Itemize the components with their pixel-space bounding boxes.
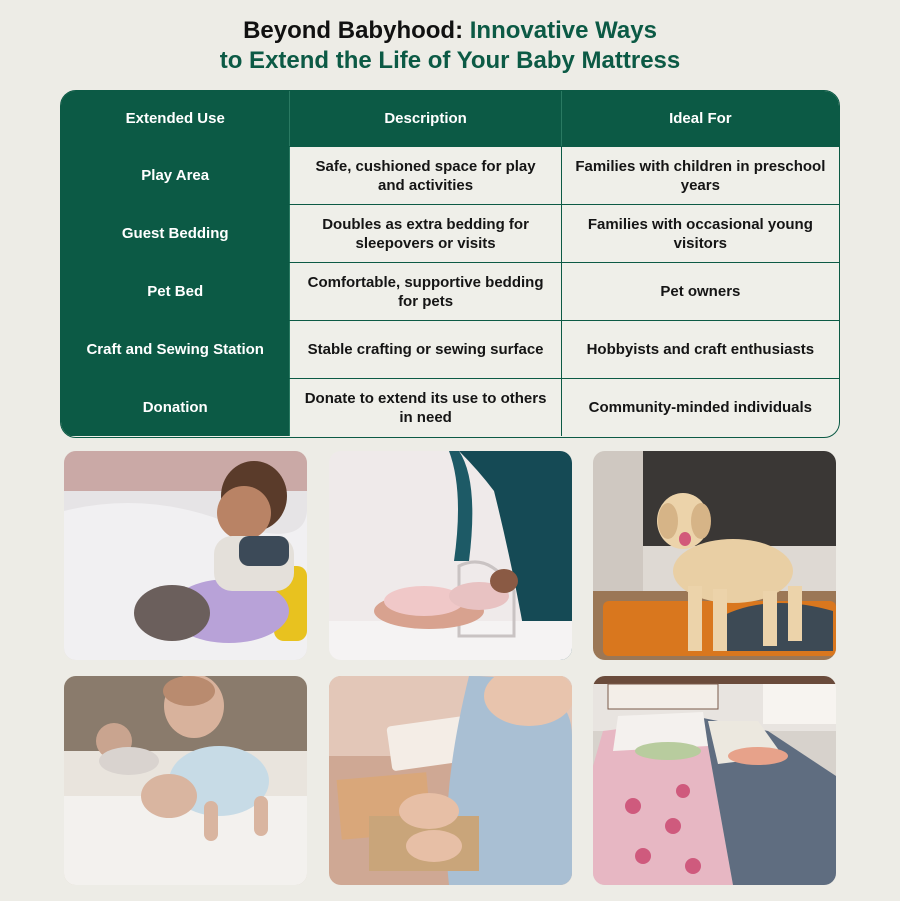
cell-description: Comfortable, supportive bedding for pets (290, 263, 561, 320)
header-extended-use: Extended Use (61, 91, 290, 146)
table-row (61, 146, 839, 204)
table-row (61, 204, 839, 262)
cell-ideal-for: Community-minded individuals (588, 399, 813, 416)
cell-description: Safe, cushioned space for play and activities (290, 147, 561, 204)
cell-ideal-for: Pet owners (660, 283, 741, 300)
cell-use: Donation (61, 379, 290, 436)
cell-use: Pet Bed (61, 263, 290, 320)
photo-crafting (329, 676, 572, 885)
title-part-2: Innovative Ways (469, 17, 657, 44)
cell-ideal-for: Hobbyists and craft enthusiasts (586, 341, 815, 358)
header-description: Description (290, 91, 561, 146)
cell-use: Play Area (61, 147, 290, 204)
photo-pet-bed (593, 451, 836, 660)
cell-description: Donate to extend its use to others in need (290, 379, 561, 436)
cell-description: Doubles as extra bedding for sleepovers or visits (290, 205, 561, 262)
cell-use: Guest Bedding (61, 205, 290, 262)
title-line-1 (0, 16, 900, 46)
photo-craft-station (64, 676, 307, 885)
title-line-2: to Extend the Life of Your Baby Mattress (219, 47, 681, 74)
page-title (0, 16, 900, 76)
cell-use: Craft and Sewing Station (61, 321, 290, 378)
header-ideal-for: Ideal For (669, 110, 732, 127)
title-part-1: Beyond Babyhood: (243, 17, 470, 44)
cell-ideal-for: Families with children in preschool years (575, 157, 826, 194)
table-header-row (61, 91, 839, 146)
cell-ideal-for: Families with occasional young visitors (587, 215, 813, 252)
extended-use-table (60, 90, 840, 438)
photo-guest-bedding (329, 451, 572, 660)
table-row (61, 320, 839, 378)
table-row (61, 262, 839, 320)
table-row (61, 378, 839, 436)
photo-donation (593, 676, 836, 885)
cell-description: Stable crafting or sewing surface (290, 321, 561, 378)
photo-play-area (64, 451, 307, 660)
